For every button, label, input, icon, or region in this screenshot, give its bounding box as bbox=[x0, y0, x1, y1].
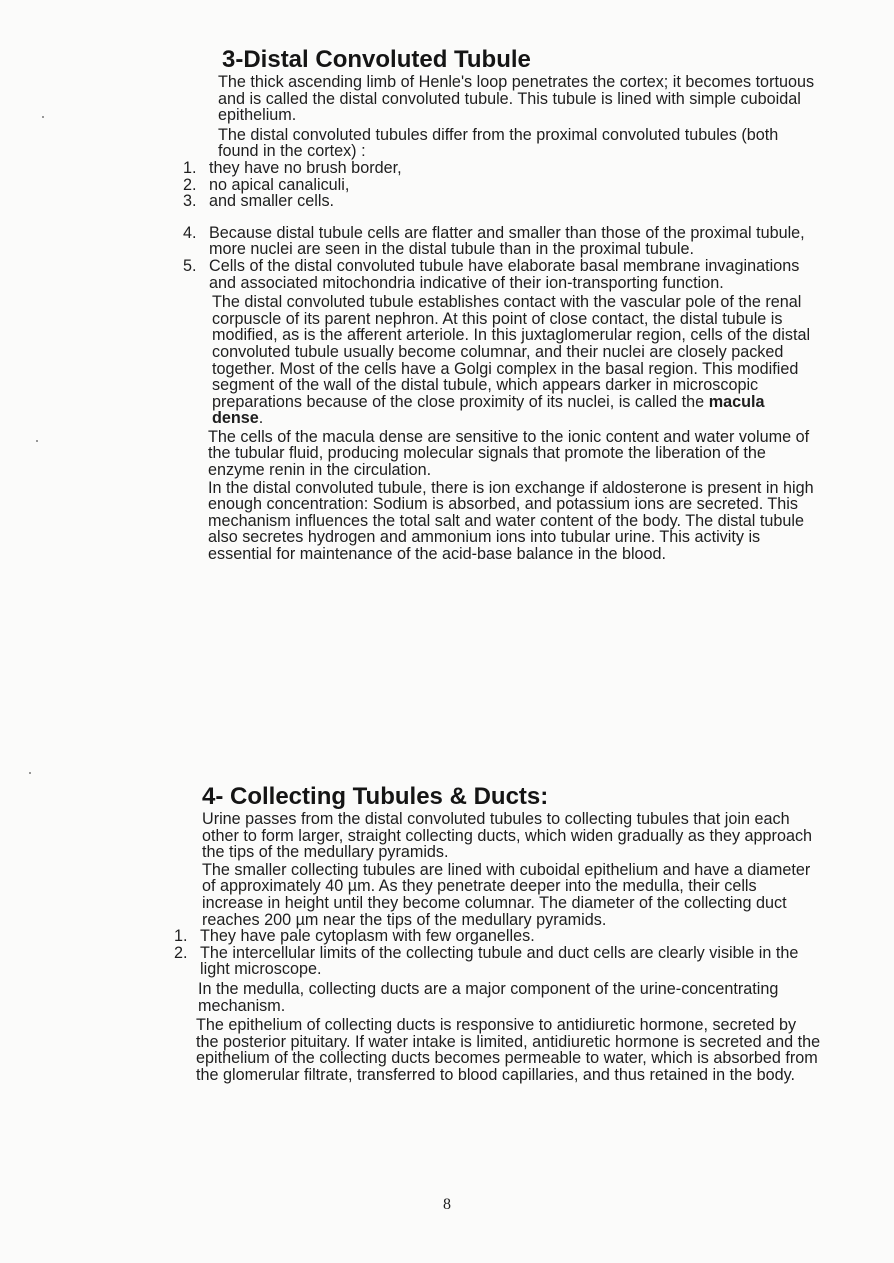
list-item: 2. The intercellular limits of the collecting tubule and duct cells are clearly visible in the light microscope. bbox=[174, 943, 799, 979]
list-item: 2. no apical canaliculi, bbox=[183, 175, 350, 194]
section-distal-convoluted-tubule bbox=[180, 46, 820, 563]
paragraph: The smaller collecting tubules are lined with cuboidal epithelium and have a diameter of approximately 40 µm. As they penetrate deeper into the medulla, their cells increase in height until they become columnar. The diameter of the collecting duct reaches 200 µm near the tips of the medullary pyramids. bbox=[202, 860, 811, 929]
list-item: 1. They have pale cytoplasm with few organelles. bbox=[174, 927, 535, 946]
paragraph: Urine passes from the distal convoluted tubules to collecting tubules that join each other to form larger, straight collecting ducts, which widen gradually as they approach the tips of the medullary pyramids. bbox=[202, 810, 813, 862]
paragraph-macula: The distal convoluted tubule establishes contact with the vascular pole of the renal corpuscle of its parent nephron. At this point of close contact, the distal tubule is modified, as is the afferent arteriole. In this juxtaglomerular region, cells of the distal convoluted tubule usually become columnar, and their nuclei are closely packed together. Most of the cells have a Golgi complex in the basal region. This modified segment of the wall of the distal tubule, which appears darker in microscopic preparations because of the close proximity of its nuclei, is called the macula dense. bbox=[212, 293, 811, 428]
section-collecting-tubules bbox=[172, 783, 822, 1084]
term-macula-dense: macula dense bbox=[212, 392, 765, 428]
section-title: 3-Distal Convoluted Tubule bbox=[222, 46, 531, 73]
scan-speck bbox=[36, 440, 38, 442]
paragraph: The epithelium of collecting ducts is responsive to antidiuretic hormone, secreted by the posterior pituitary. If water intake is limited, antidiuretic hormone is secreted and the epithelium of the collecting ducts becomes permeable to water, which is absorbed from the glomerular filtrate, transferred to blood capillaries, and thus retained in the body. bbox=[196, 1016, 821, 1084]
page-number: 8 bbox=[443, 1196, 451, 1213]
section-title: 4- Collecting Tubules & Ducts: bbox=[202, 783, 549, 810]
paragraph: The thick ascending limb of Henle's loop penetrates the cortex; it becomes tortuous and is called the distal convoluted tubule. This tubule is lined with simple cuboidal epithelium. bbox=[218, 73, 815, 125]
list-item: 3. and smaller cells. bbox=[183, 192, 335, 211]
features-list bbox=[174, 928, 822, 978]
list-item: 1. they have no brush border, bbox=[183, 158, 402, 177]
paragraph: In the medulla, collecting ducts are a major component of the urine-concentrating mechanism. bbox=[198, 979, 779, 1015]
list-item: 5. Cells of the distal convoluted tubule have elaborate basal membrane invaginations and associated mitochondria indicative of their ion-transporting function. bbox=[183, 256, 800, 292]
scan-speck bbox=[42, 116, 44, 118]
paragraph: The cells of the macula dense are sensitive to the ionic content and water volume of the tubular fluid, producing molecular signals that promote the liberation of the enzyme renin in the circulation. bbox=[208, 427, 810, 480]
difference-list bbox=[183, 160, 820, 210]
scan-speck bbox=[29, 772, 31, 774]
list-item: 4. Because distal tubule cells are flatter and smaller than those of the proximal tubule, more nuclei are seen in the distal tubule than in the proximal tubule. bbox=[183, 223, 805, 259]
difference-list-continued bbox=[183, 225, 820, 291]
paragraph: In the distal convoluted tubule, there is ion exchange if aldosterone is present in high enough concentration: Sodium is absorbed, and potassium ions are secreted. This mechanism influences the total salt and water content of the body. The distal tubule also secretes hydrogen and ammonium ions into tubular urine. This activity is essential for maintenance of the acid-base balance in the blood. bbox=[208, 478, 814, 564]
paragraph: The distal convoluted tubules differ from the proximal convoluted tubules (both found in the cortex) : bbox=[218, 125, 779, 161]
